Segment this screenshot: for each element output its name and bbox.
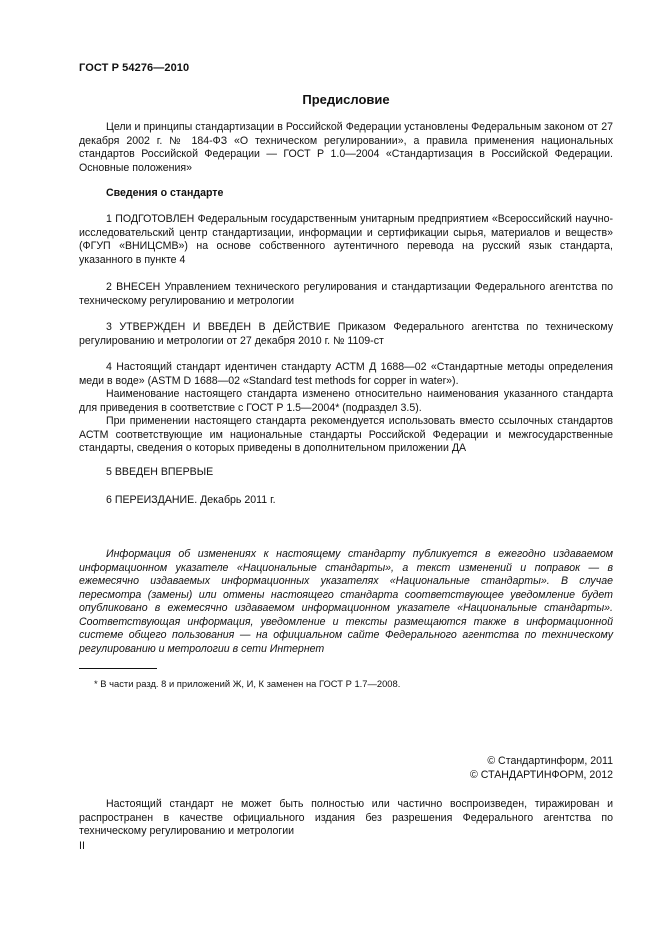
item-1-paragraph: 1 ПОДГОТОВЛЕН Федеральным государственным унитарным предприятием «Всероссийский научно-исследовательский центр стандартизации, информации и сертификации сырья, материалов и веществ» (ФГУП «ВНИЦСМВ») на основе собственного аутентичного перевода на русский язык стандарта, указанного в пункте 4 [79,213,613,266]
changes-info-notice: Информация об изменениях к настоящему стандарту публикуется в ежегодно издаваемом информационном указателе «Национальные стандарты», а текст изменений и поправок — в ежемесячно издаваемых информационных указателях «Национальные стандарты». В случае пересмотра (замены) или отмены настоящего стандарта соответствующее уведомление будет опубликовано в ежемесячно издаваемом информационном указателе «Национальные стандарты». Соответствующая информация, уведомление и тексты размещаются также в информационной системе общего пользования — на официальном сайте Федерального агентства по техническому регулированию и метрологии в сети Интернет [79,548,613,655]
page-title: Предисловие [302,92,390,107]
item-2-paragraph: 2 ВНЕСЕН Управлением технического регулирования и стандартизации Федерального агентства по техническому регулированию и метрологии [79,281,613,307]
item-3-paragraph: 3 УТВЕРЖДЕН И ВВЕДЕН В ДЕЙСТВИЕ Приказом Федерального агентства по техническому регулированию и метрологии от 27 декабря 2010 г. № 1109-ст [79,321,613,347]
section-heading: Сведения о стандарте [106,187,224,199]
item-4-name-note: Наименование настоящего стандарта изменено относительно наименования указанного стандарта для приведения в соответствие с ГОСТ Р 1.5—2004* (подраздел 3.5). [79,388,613,414]
item-5-paragraph: 5 ВВЕДЕН ВПЕРВЫЕ [106,466,214,478]
footnote-divider [79,668,157,669]
footnote: * В части разд. 8 и приложений Ж, И, К заменен на ГОСТ Р 1.7—2008. [94,678,401,689]
copyright-line-2: © СТАНДАРТИНФОРМ, 2012 [470,769,613,781]
intro-paragraph: Цели и принципы стандартизации в Российской Федерации установлены Федеральным законом от 27 декабря 2002 г. № 184-ФЗ «О техническом регулировании», а правила применения национальных стандартов Российской Федерации — ГОСТ Р 1.0—2004 «Стандартизация в Российской Федерации. Основные положения» [79,121,613,174]
item-6-paragraph: 6 ПЕРЕИЗДАНИЕ. Декабрь 2011 г. [106,494,276,506]
item-4-usage-note: При применении настоящего стандарта рекомендуется использовать вместо ссылочных стандартов АСТМ соответствующие им национальные стандарты Российской Федерации и межгосударственные стандарты, сведения о которых приведены в дополнительном приложении ДА [79,415,613,454]
standard-code-header: ГОСТ Р 54276—2010 [79,62,190,74]
copyright-line-1: © Стандартинформ, 2011 [487,755,613,767]
reproduction-notice: Настоящий стандарт не может быть полностью или частично воспроизведен, тиражирован и распространен в качестве официального издания без разрешения Федерального агентства по техническому регулированию и метрологии [79,798,613,837]
item-4-paragraph: 4 Настоящий стандарт идентичен стандарту АСТМ Д 1688—02 «Стандартные методы определения меди в воде» (ASTM D 1688—02 «Standard test methods for copper in water»). [79,361,613,387]
page-number: II [79,840,85,852]
